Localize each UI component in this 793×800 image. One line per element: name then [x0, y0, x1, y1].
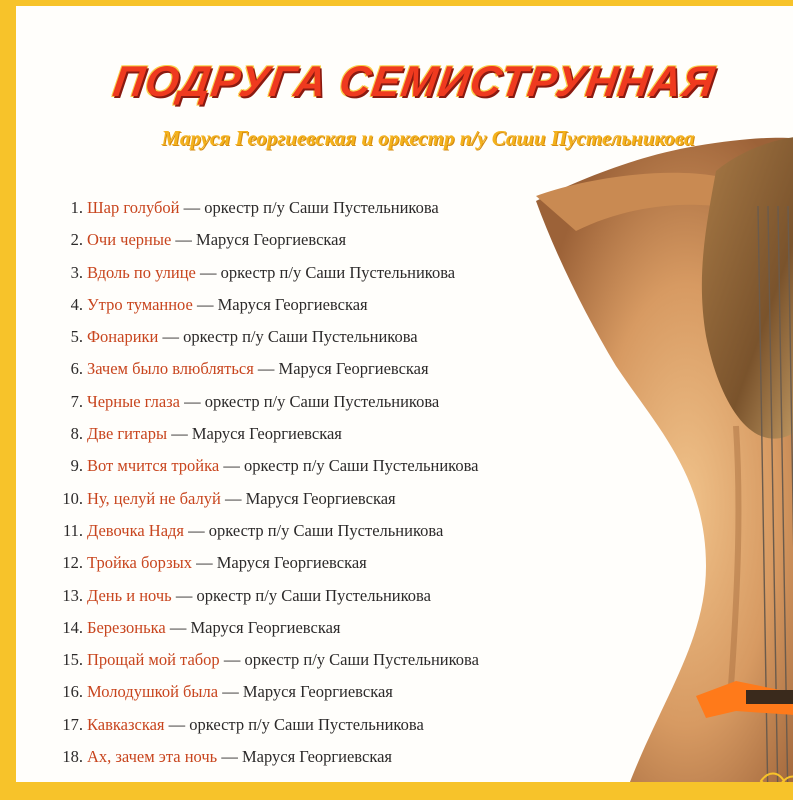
- track-artist: Маруся Георгиевская: [242, 682, 393, 702]
- track-item: [56, 515, 518, 547]
- track-song: Черные глаза: [87, 391, 180, 411]
- track-song: Утро туманное: [87, 294, 193, 314]
- track-item: [56, 192, 518, 224]
- track-number: 5.: [70, 327, 83, 347]
- track-artist: Маруся Георгиевская: [216, 553, 367, 573]
- track-number: 18.: [62, 747, 83, 767]
- track-number: 16.: [62, 682, 83, 702]
- track-song: Молодушкой была: [87, 682, 219, 702]
- track-song: Ну, целуй не балуй: [87, 488, 221, 508]
- track-item: [56, 612, 518, 644]
- track-separator: —: [219, 456, 244, 476]
- track-separator: —: [191, 553, 217, 573]
- track-number: 17.: [62, 714, 83, 734]
- track-item: [56, 450, 518, 482]
- album-subtitle: Маруся Георгиевская и оркестр п/у Саши Пустельникова: [161, 126, 695, 150]
- track-item: [56, 547, 518, 579]
- track-separator: —: [158, 327, 184, 347]
- track-number: 12.: [62, 553, 83, 573]
- track-item: [56, 321, 518, 353]
- track-number: 7.: [70, 391, 83, 411]
- track-list: [56, 192, 518, 773]
- track-artist: оркестр п/у Саши Пустельникова: [204, 198, 439, 217]
- track-artist: Маруся Георгиевская: [191, 424, 342, 444]
- track-item: [56, 386, 518, 418]
- track-song: Березонька: [87, 617, 166, 637]
- track-item: [56, 418, 518, 450]
- track-separator: —: [184, 520, 209, 540]
- track-song: Зачем было влюбляться: [87, 359, 254, 379]
- track-song: Прощай мой табор: [87, 650, 220, 670]
- track-separator: —: [179, 198, 205, 217]
- track-number: 10.: [62, 488, 83, 508]
- track-item: [56, 483, 518, 515]
- track-song: Девочка Надя: [87, 520, 185, 540]
- track-separator: —: [164, 714, 190, 734]
- track-number: 15.: [62, 650, 83, 670]
- track-song: Шар голубой: [87, 198, 180, 217]
- track-number: 8.: [70, 424, 83, 444]
- track-separator: —: [219, 650, 245, 670]
- track-artist: Маруся Георгиевская: [278, 359, 429, 379]
- track-number: 13.: [62, 585, 83, 605]
- track-separator: —: [180, 391, 205, 411]
- track-number: 6.: [70, 359, 83, 379]
- track-item: [56, 224, 518, 256]
- track-artist: оркестр п/у Саши Пустельникова: [244, 650, 479, 670]
- track-artist: оркестр п/у Саши Пустельникова: [196, 585, 431, 605]
- track-artist: Маруся Георгиевская: [196, 230, 347, 250]
- track-number: 14.: [62, 617, 83, 637]
- track-number: 4.: [70, 294, 83, 314]
- track-artist: Маруся Георгиевская: [241, 747, 393, 767]
- track-item: [56, 353, 518, 385]
- track-number: 2.: [70, 230, 83, 250]
- track-separator: —: [171, 230, 197, 250]
- track-number: 9.: [70, 456, 83, 476]
- track-number: 1.: [70, 198, 83, 217]
- track-artist: оркестр п/у Саши Пустельникова: [220, 262, 456, 282]
- album-title: ПОДРУГА СЕМИСТРУННАЯ: [110, 58, 718, 106]
- track-separator: —: [220, 488, 246, 508]
- track-artist: оркестр п/у Саши Пустельникова: [189, 714, 424, 734]
- track-separator: —: [171, 585, 197, 605]
- track-artist: оркестр п/у Саши Пустельникова: [243, 456, 479, 476]
- track-artist: оркестр п/у Саши Пустельникова: [204, 391, 440, 411]
- track-song: Кавказская: [87, 714, 165, 734]
- track-artist: оркестр п/у Саши Пустельникова: [183, 327, 418, 347]
- track-item: [56, 709, 518, 741]
- track-item: [56, 580, 518, 612]
- track-number: 3.: [70, 262, 83, 282]
- track-artist: Маруся Георгиевская: [217, 294, 368, 314]
- track-separator: —: [167, 424, 192, 444]
- track-separator: —: [195, 262, 221, 282]
- track-artist: Маруся Георгиевская: [190, 617, 341, 637]
- track-item: [56, 289, 518, 321]
- track-song: Фонарики: [87, 327, 159, 347]
- track-song: Две гитары: [87, 424, 168, 444]
- track-song: Вдоль по улице: [87, 262, 196, 282]
- track-separator: —: [218, 682, 243, 702]
- track-song: День и ночь: [87, 585, 172, 605]
- track-song: Очи черные: [87, 230, 172, 250]
- track-song: Вот мчится тройка: [87, 456, 220, 476]
- track-song: Ах, зачем эта ночь: [87, 747, 218, 767]
- track-artist: оркестр п/у Саши Пустельникова: [208, 520, 444, 540]
- track-item: [56, 676, 518, 708]
- track-separator: —: [165, 617, 191, 637]
- track-separator: —: [217, 747, 242, 767]
- track-separator: —: [253, 359, 279, 379]
- track-separator: —: [192, 294, 218, 314]
- track-item: [56, 257, 518, 289]
- track-item: [56, 644, 518, 676]
- track-song: Тройка борзых: [87, 553, 192, 573]
- track-number: 11.: [62, 520, 83, 540]
- track-item: [56, 741, 518, 773]
- track-artist: Маруся Георгиевская: [245, 488, 396, 508]
